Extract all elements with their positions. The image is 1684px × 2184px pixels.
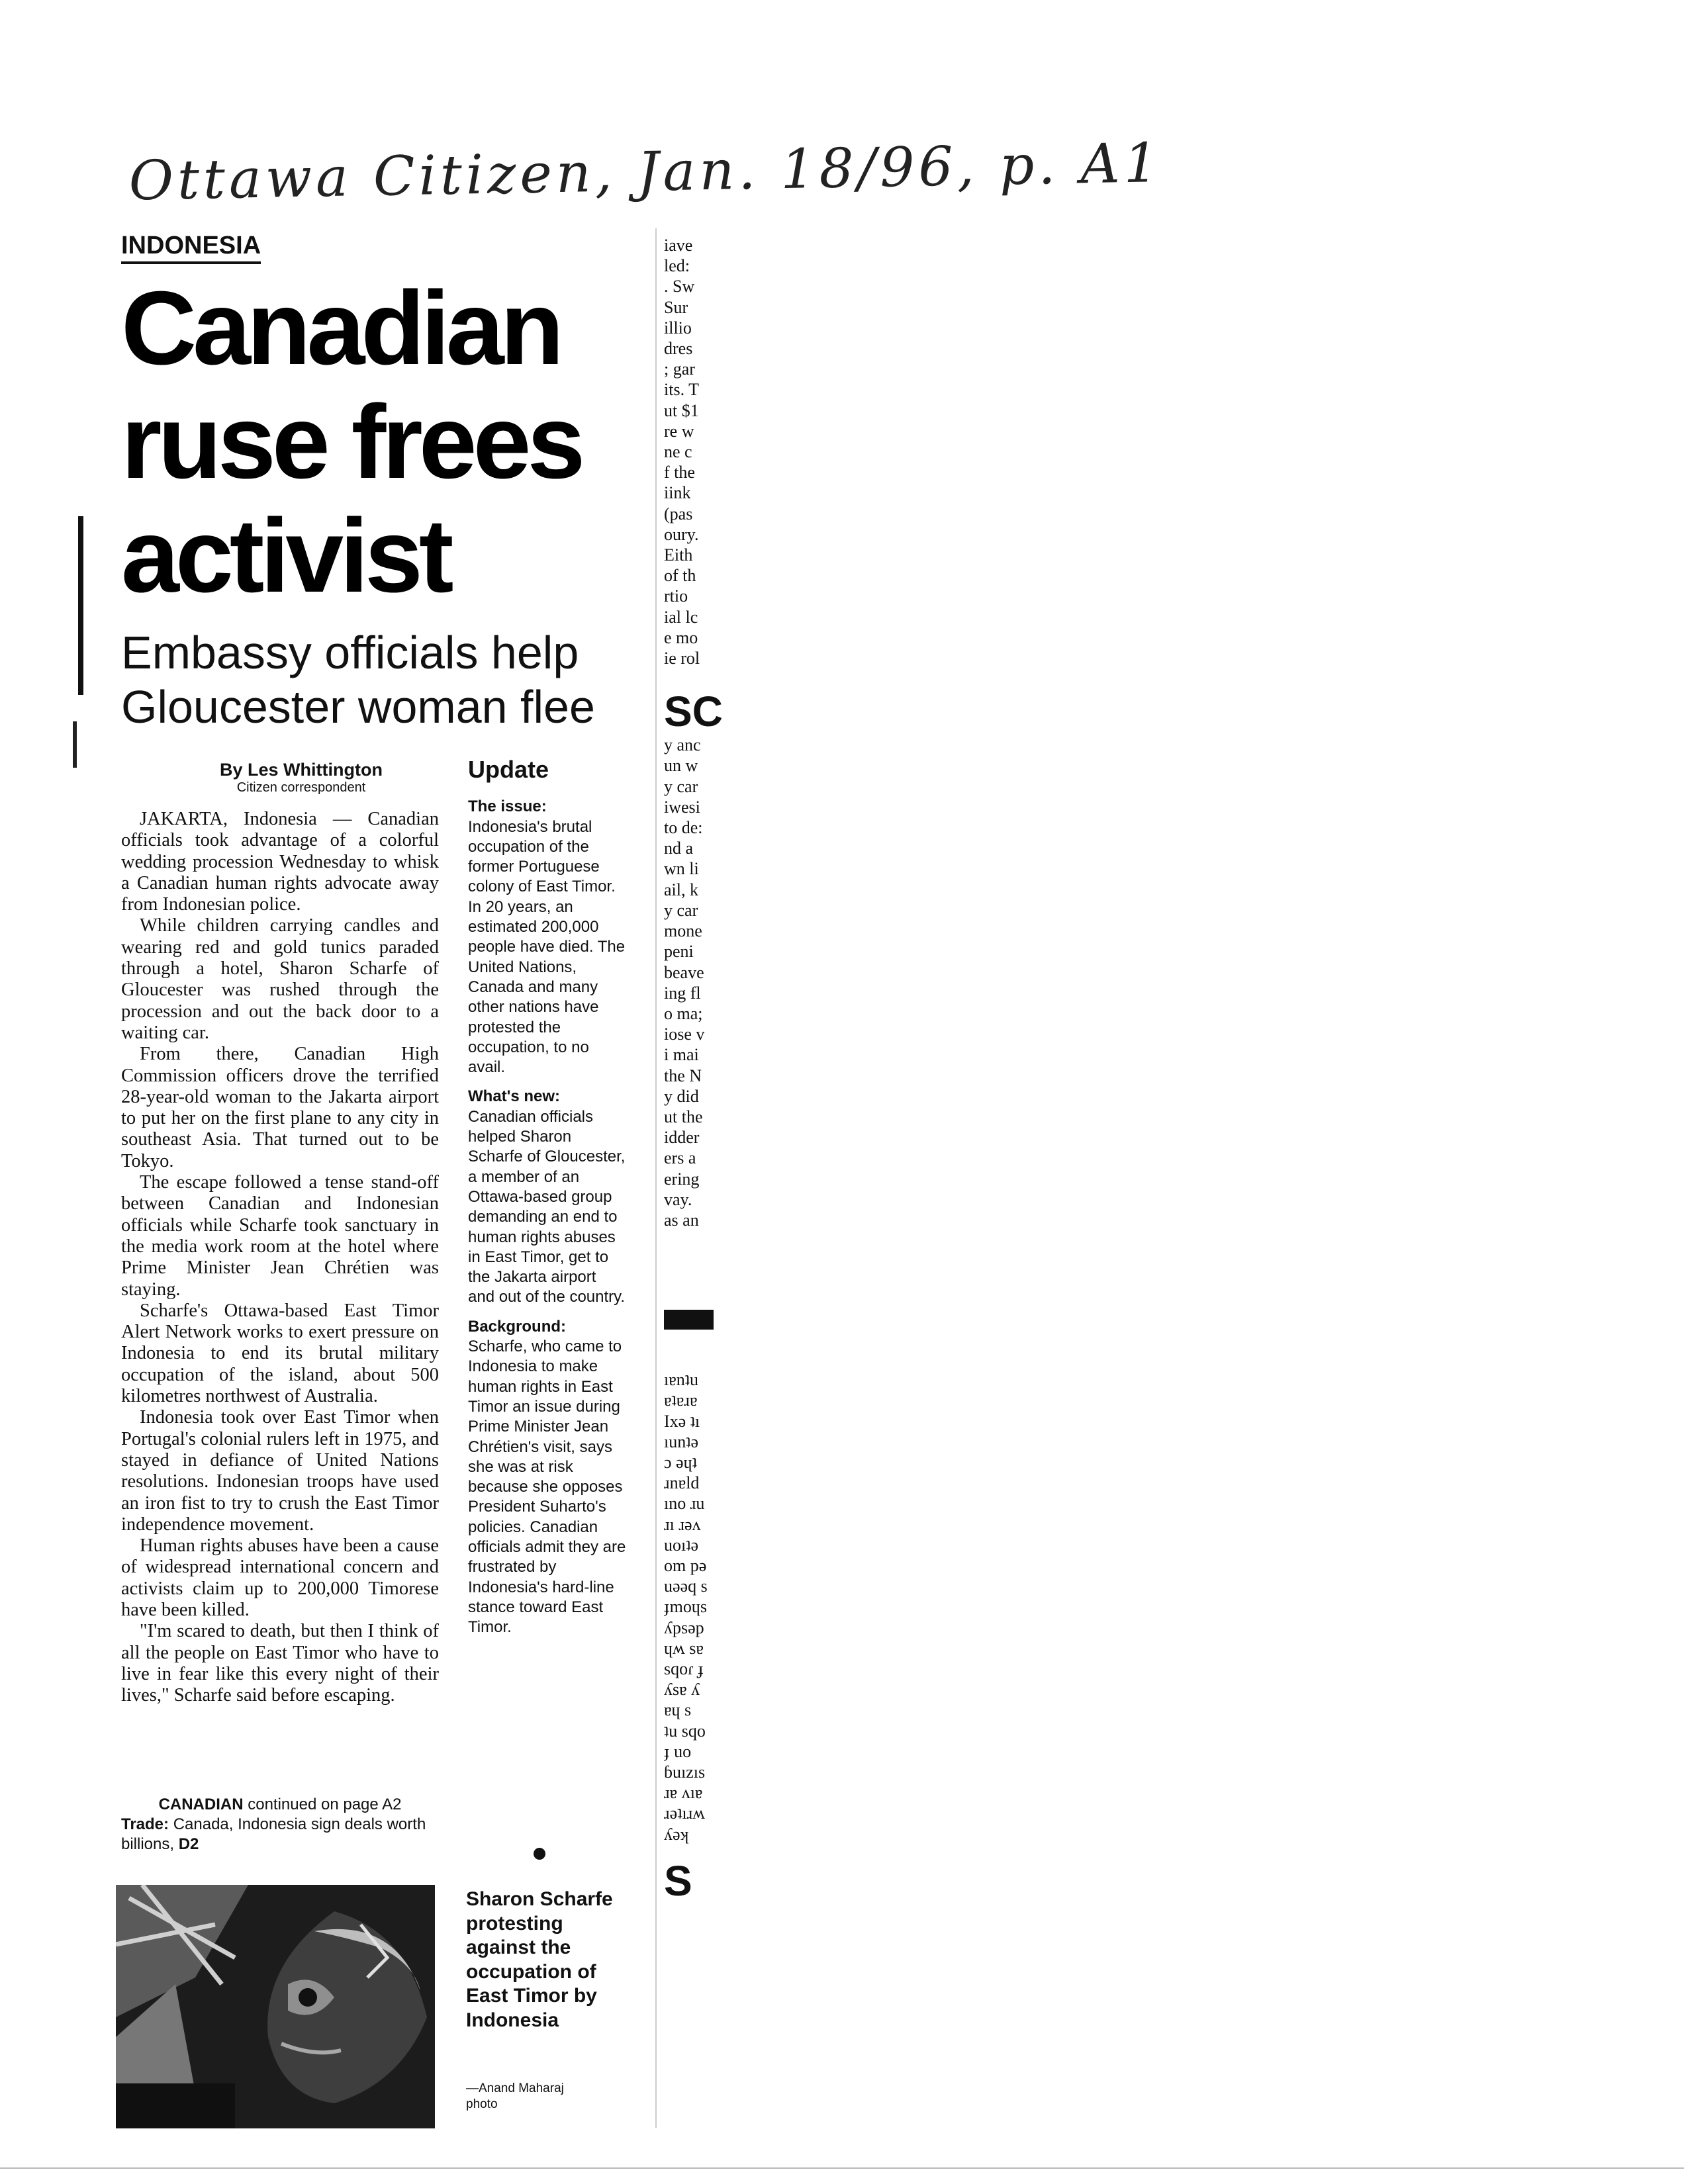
clip-line: i mai	[664, 1045, 699, 1065]
clip-line: ut the	[664, 1107, 703, 1126]
column-divider	[655, 228, 657, 2128]
clip-line: f the	[664, 463, 695, 482]
clip-line: ıno ɹu	[664, 1494, 705, 1514]
clip-line: of th	[664, 566, 696, 586]
scan-edge-mark	[78, 516, 83, 695]
trade-label: Trade:	[121, 1815, 169, 1833]
clip-line: ɐʇɐɹɐ	[664, 1390, 698, 1410]
clip-line: idder	[664, 1128, 700, 1148]
clip-line: ɹəʇıɹʍ	[664, 1803, 706, 1823]
clip-line: ut $1	[664, 400, 699, 420]
news-photo	[116, 1885, 435, 2128]
clip-line: rtio	[664, 586, 688, 606]
clip-line: ial lc	[664, 607, 698, 627]
sidebar-title: Update	[468, 756, 549, 783]
sidebar-text: Scharfe, who came to Indonesia to make human rights in East Timor an issue during Prime Minister Jean Chrétien's visit, says she was at risk because she opposes President Suharto's policies. Canadian officials admit they are frustrated by Indonesia's hard-line stance toward East Timor.	[468, 1338, 626, 1637]
body-paragraph: While children carrying candles and wearing red and gold tunics paraded through a hotel, Sharon Scharfe of Gloucester was rushed through the procession and out the back door to a waiting car.	[121, 915, 439, 1043]
clip-line: y anc	[664, 735, 701, 755]
sidebar-text: Indonesia's brutal occupation of the former Portuguese colony of East Timor. In 20 years, an estimated 200,000 people have died. The United Nations, Canada and many other nations have protested the occupation, to no avail.	[468, 817, 626, 1077]
body-paragraph: "I'm scared to death, but then I think of all the people on East Timor who have to live in fear like this every night of their lives," Scharfe said before escaping.	[121, 1621, 439, 1706]
clip-line: to de:	[664, 818, 703, 838]
clip-line: y car	[664, 776, 698, 796]
clip-line: iink	[664, 483, 691, 503]
clip-line: ɹı ɹəʌ	[664, 1514, 701, 1534]
clip-line: nd a	[664, 839, 694, 858]
clip-line: uoıʇə	[664, 1535, 698, 1555]
clip-line: dres	[664, 339, 693, 359]
deck-line: Gloucester woman flee	[121, 681, 595, 733]
trade-teaser	[121, 1815, 439, 1854]
section-label: INDONESIA	[121, 232, 261, 264]
scan-edge-mark	[73, 721, 77, 768]
update-sidebar	[468, 756, 627, 1647]
clip-line: ɥʍ sɐ	[664, 1638, 704, 1658]
clip-line: sqoɾ ɟ	[664, 1659, 704, 1678]
body-paragraph: From there, Canadian High Commission officers drove the terrified 28-year-old woman to the Jakarta airport to put her on the first plane to any city in southeast Asia. That turned out to be Tokyo.	[121, 1044, 439, 1171]
bullet-dot	[534, 1848, 545, 1860]
clip-line: (pas	[664, 504, 693, 523]
clip-line: ʎəʞ	[664, 1824, 689, 1844]
clip-line: ne c	[664, 442, 692, 462]
clip-line: ; gar	[664, 359, 695, 379]
clip-line: ering	[664, 1169, 700, 1189]
jump-text: continued on page A2	[243, 1796, 402, 1813]
headline-line: activist	[121, 498, 450, 614]
clip-line: y car	[664, 900, 698, 920]
clip-line: un w	[664, 756, 698, 776]
clip-line: ing fl	[664, 983, 701, 1003]
clip-line: om pə	[664, 1555, 707, 1575]
photo-caption: Sharon Scharfe protesting against the occupation of East Timor by Indonesia	[466, 1888, 613, 2031]
clip-line: vay.	[664, 1189, 692, 1209]
clip-line: mone	[664, 921, 702, 941]
clip-line: ıɐnʇu	[664, 1370, 698, 1390]
clip-line: oury.	[664, 524, 699, 544]
clip-line: beave	[664, 962, 704, 982]
clip-line: e mo	[664, 627, 698, 647]
deck-line: Embassy officials help	[121, 627, 579, 678]
body-paragraph: The escape followed a tense stand-off between Canadian and Indonesian officials while Scharfe took sanctuary in the media work room at the hotel where Prime Minister Jean Chrétien was staying.	[121, 1172, 439, 1300]
continuation-notes	[121, 1795, 439, 1854]
clip-line: ɹɐ ʌıɐ	[664, 1783, 703, 1803]
byline	[195, 760, 407, 796]
clip-line: ɟ uo	[664, 1741, 692, 1761]
byline-role: Citizen correspondent	[236, 780, 366, 795]
trade-page: D2	[178, 1835, 199, 1853]
clip-line: re w	[664, 421, 694, 441]
clip-line: ail, k	[664, 880, 698, 899]
clip-line: . Sw	[664, 277, 695, 296]
sidebar-label: The issue:	[468, 797, 547, 816]
clip-line: ıunʇə	[664, 1432, 698, 1451]
clip-heading: S	[664, 1856, 692, 1904]
clip-line: its. T	[664, 380, 699, 400]
clip-line: led:	[664, 256, 690, 276]
headline-line: Canadian	[121, 270, 561, 387]
sidebar-label: Background:	[468, 1317, 567, 1336]
clip-line: uəəq s	[664, 1576, 708, 1596]
clip-line: ers a	[664, 1148, 696, 1168]
clip-heading: SC	[664, 688, 723, 736]
photo-illustration	[116, 1885, 435, 2128]
clip-line: ɐɥ s	[664, 1700, 692, 1720]
handwritten-source-note: Ottawa Citizen, Jan. 18/96, p. A1	[128, 132, 1163, 213]
clip-line: ʎpsəp	[664, 1617, 704, 1637]
clip-line: wn li	[664, 859, 699, 879]
byline-name: By Les Whittington	[220, 760, 383, 780]
clip-line: iave	[664, 236, 693, 255]
clip-gap	[664, 1230, 730, 1310]
clip-line: iose v	[664, 1024, 705, 1044]
scan-edge-line	[0, 2167, 1684, 2169]
sidebar-section	[468, 1317, 627, 1638]
clip-line: ɹnɐld	[664, 1473, 700, 1493]
sidebar-label: What's new:	[468, 1087, 561, 1106]
article-body	[121, 809, 439, 1706]
clip-line: illio	[664, 318, 692, 338]
jump-label: CANADIAN	[158, 1796, 244, 1813]
body-paragraph: Human rights abuses have been a cause of widespread international concern and activists claim up to 200,000 Timorese have been killed.	[121, 1535, 439, 1620]
sidebar-section	[468, 797, 627, 1077]
body-paragraph: Scharfe's Ottawa-based East Timor Alert Network works to exert pressure on Indonesia to end its brutal military occupation of the island, about 500 kilometres northwest of Australia.	[121, 1300, 439, 1407]
deck-subheadline	[121, 625, 690, 734]
clip-dark-bar	[664, 1310, 714, 1330]
clip-line: Ixə ʇı	[664, 1411, 700, 1431]
body-paragraph: JAKARTA, Indonesia — Canadian officials took advantage of a colorful wedding procession Wednesday to whisk a Canadian human rights advocate away from Indonesian police.	[121, 809, 439, 915]
clipped-adjacent-column	[664, 235, 730, 1904]
photo-credit: —Anand Maharaj photo	[466, 2081, 564, 2111]
clip-line: ɔ əɥʇ	[664, 1452, 697, 1472]
clip-line: o ma;	[664, 1003, 703, 1023]
sidebar-section	[468, 1087, 627, 1307]
headline-line: ruse frees	[121, 384, 582, 500]
jump-line	[121, 1795, 439, 1815]
sidebar-text: Canadian officials helped Sharon Scharfe of Gloucester, a member of an Ottawa-based group demanding an end to human rights abuses in East Timor, get to the Jakarta airport and out of the country.	[468, 1107, 626, 1306]
body-paragraph: Indonesia took over East Timor when Portugal's colonial rulers left in 1975, and stayed in defiance of United Nations resolutions. Indonesian troops have used an iron fist to try to crush the East Timor independence movement.	[121, 1407, 439, 1535]
clip-line: as an	[664, 1210, 699, 1230]
clip-line: ɟmoɥs	[664, 1597, 707, 1617]
clip-line: y did	[664, 1086, 699, 1106]
clip-line: peni	[664, 942, 694, 962]
headline	[121, 271, 664, 613]
clip-line: ie rol	[664, 649, 700, 668]
clip-line: ʇu sqo	[664, 1721, 706, 1741]
trade-text: Canada, Indonesia sign deals worth billions,	[121, 1815, 426, 1853]
clip-line: ʎsɐ ʎ	[664, 1680, 700, 1700]
clip-line: ɓuızıs	[664, 1762, 706, 1782]
clip-line: iwesi	[664, 797, 700, 817]
clip-line: the N	[664, 1066, 702, 1085]
clip-line: Sur	[664, 297, 688, 317]
clip-line: Eith	[664, 545, 693, 565]
